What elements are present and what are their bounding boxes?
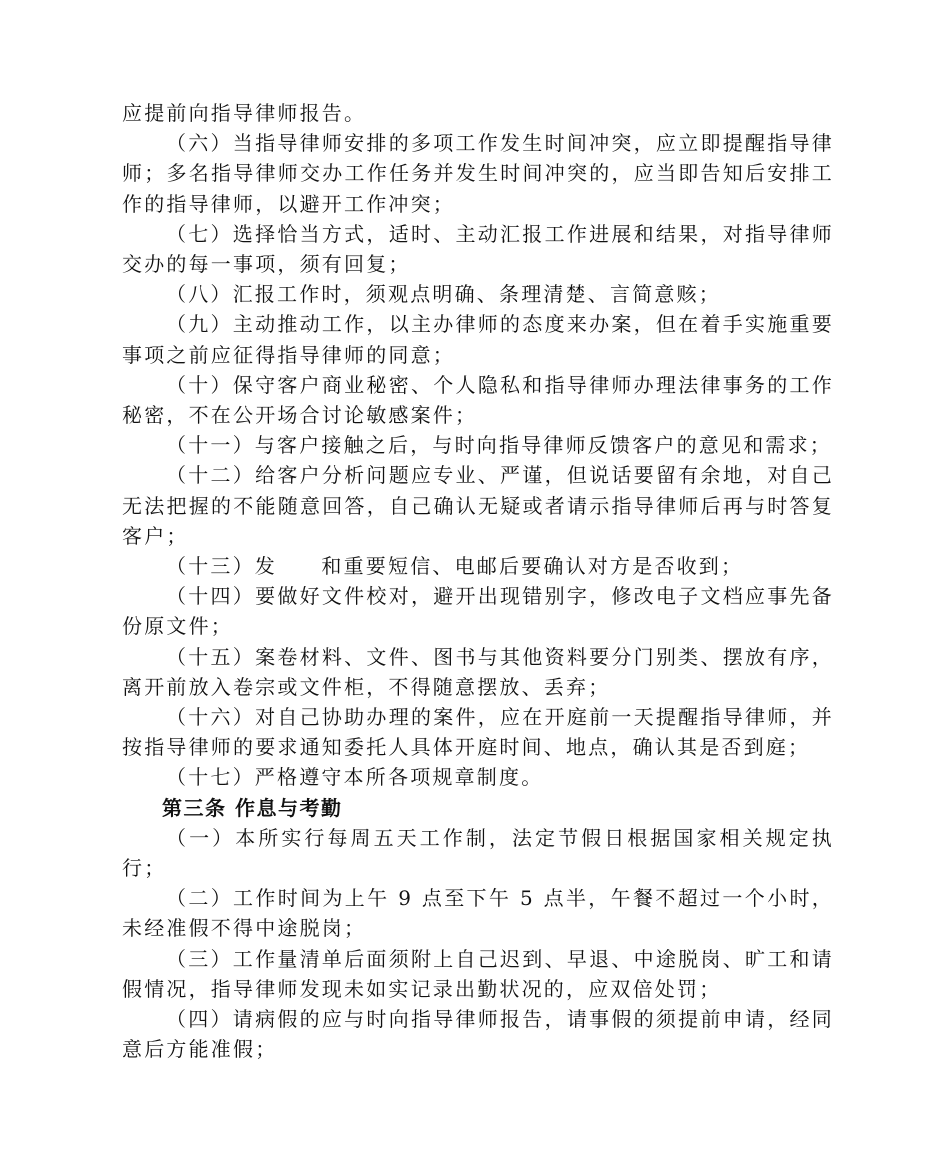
clause-item-16: （十六）对自己协助办理的案件，应在开庭前一天提醒指导律师，并按指导律师的要求通知委托人具体开庭时间、地点，确认其是否到庭； <box>122 705 834 760</box>
clause-item-6: （六）当指导律师安排的多项工作发生时间冲突，应立即提醒指导律师；多名指导律师交办工作任务并发生时间冲突的，应当即告知后安排工作的指导律师，以避开工作冲突； <box>122 131 834 216</box>
clause-item-12: （十二）给客户分析问题应专业、严谨，但说话要留有余地，对自己无法把握的不能随意回答，自己确认无疑或者请示指导律师后再与时答复客户； <box>122 463 834 548</box>
clause-item-14: （十四）要做好文件校对，避开出现错别字，修改电子文档应事先备份原文件； <box>122 584 834 639</box>
clause-item-9: （九）主动推动工作，以主办律师的态度来办案，但在着手实施重要事项之前应征得指导律师的同意； <box>122 312 834 367</box>
paragraph-continuation: 应提前向指导律师报告。 <box>122 101 367 125</box>
clause-item-17: （十七）严格遵守本所各项规章制度。 <box>166 765 544 790</box>
document-body <box>122 98 834 1065</box>
clause-item-13: （十三）发 和重要短信、电邮后要确认对方是否收到； <box>166 554 744 579</box>
clause-item-8: （八）汇报工作时，须观点明确、条理清楚、言简意赅； <box>166 282 721 307</box>
clause-item-15: （十五）案卷材料、文件、图书与其他资料要分门别类、摆放有序，离开前放入卷宗或文件柜，不得随意摆放、丢弃； <box>122 644 834 699</box>
clause-item-10: （十）保守客户商业秘密、个人隐私和指导律师办理法律事务的工作秘密，不在公开场合讨论敏感案件； <box>122 372 834 428</box>
clause-item-7: （七）选择恰当方式，适时、主动汇报工作进展和结果，对指导律师交办的每一事项，须有回复； <box>122 221 834 277</box>
attendance-item-3: （三）工作量清单后面须附上自己迟到、早退、中途脱岗、旷工和请假情况，指导律师发现未如实记录出勤状况的，应双倍处罚； <box>122 946 834 1001</box>
section-heading-article-3: 第三条 作息与考勤 <box>162 795 343 820</box>
attendance-item-4: （四）请病假的应与时向指导律师报告，请事假的须提前申请，经同意后方能准假； <box>122 1007 834 1062</box>
clause-item-11: （十一）与客户接触之后，与时向指导律师反馈客户的意见和需求； <box>166 433 832 458</box>
attendance-item-1: （一）本所实行每周五天工作制，法定节假日根据国家相关规定执行； <box>122 825 834 881</box>
attendance-item-2: （二）工作时间为上午 9 点至下午 5 点半，午餐不超过一个小时，未经准假不得中途脱岗； <box>122 886 834 941</box>
